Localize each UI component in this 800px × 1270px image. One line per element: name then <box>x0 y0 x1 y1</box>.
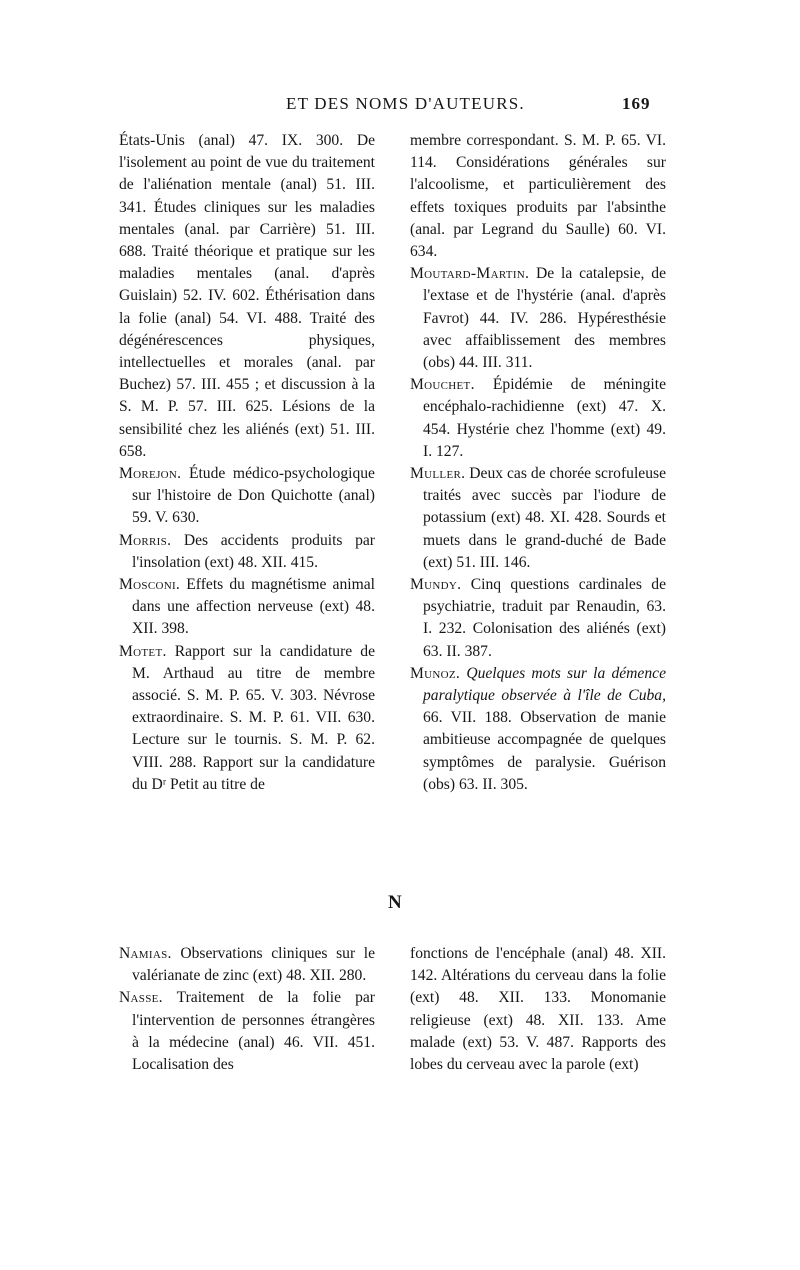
entry-text: Épidémie de méningite encéphalo-rachidienne (ext) 47. X. 454. Hystérie chez l'homme (ext) 49. I. 127. <box>423 376 666 460</box>
entry-author: Munoz. <box>410 664 461 682</box>
entry-author: Motet. <box>119 642 167 660</box>
index-entry <box>119 987 375 1076</box>
section-letter: N <box>388 892 402 913</box>
entry-text: 66. VII. 188. Observation de manie ambitieuse accompagnée de quelques symptômes de paralysie. Guérison (obs) 63. II. 305. <box>423 709 666 793</box>
entry-title-italic: Quelques mots sur la démence paralytique observée à l'île de Cuba, <box>423 664 666 705</box>
column-top-right <box>410 130 666 796</box>
entry-author: Mosconi. <box>119 576 181 594</box>
entry-author: Moutard-Martin. <box>410 265 530 283</box>
entry-text: fonctions de l'encéphale (anal) 48. XII. 142. Altérations du cerveau dans la folie (ext) 48. XII. 133. Monomanie religieuse (ext) 48. XII. 133. Ame malade (ext) 53. V. 487. Rapports des lobes du cerveau avec la parole (ext) <box>410 945 666 1074</box>
entry-text: États-Unis (anal) 47. IX. 300. De l'isolement au point de vue du traitement de l'aliénation mentale (anal) 51. III. 341. Études cliniques sur les maladies mentales (anal. par Carrière) 51. III. 688. Traité théorique et pratique sur les maladies mentales (anal. d'après Guislain) 52. IV. 602. Éthérisation dans la folie (anal) 54. VI. 488. Traité des dégénérescences physiques, intellectuelles et morales (anal. par Buchez) 57. III. 455 ; et discussion à la S. M. P. 57. III. 625. Lésions de la sensibilité chez les aliénés (ext) 51. III. 658. <box>119 132 375 460</box>
entry-author: Namias. <box>119 945 172 962</box>
index-entry <box>410 663 666 796</box>
entry-author: Mouchet. <box>410 376 475 394</box>
entry-text: Des accidents produits par l'insolation (ext) 48. XII. 415. <box>132 531 375 571</box>
index-entry <box>410 463 666 574</box>
column-top-left <box>119 130 375 796</box>
running-title: ET DES NOMS D'AUTEURS. <box>286 94 525 113</box>
entry-text: De la catalepsie, de l'extase et de l'hystérie (anal. d'après Favrot) 44. IV. 286. Hypéresthésie avec affaiblissement des membres (obs) 44. III. 311. <box>423 265 666 372</box>
entry-author: Mundy. <box>410 576 462 594</box>
column-bottom-left <box>119 943 375 1076</box>
index-entry <box>410 263 666 374</box>
entry-text: Observations cliniques sur le valérianate de zinc (ext) 48. XII. 280. <box>132 945 375 985</box>
entry-text: Étude médico-psychologique sur l'histoire de Don Quichotte (anal) 59. V. 630. <box>132 465 375 527</box>
index-entry <box>410 374 666 463</box>
entry-text: Traitement de la folie par l'intervention de personnes étrangères à la médecine (anal) 46. VII. 451. Localisation des <box>132 989 375 1074</box>
index-entry <box>119 463 375 530</box>
index-entry <box>410 943 666 1076</box>
index-entry <box>119 943 375 987</box>
column-bottom-right <box>410 943 666 1076</box>
page-header <box>0 94 800 118</box>
index-entry <box>119 130 375 463</box>
entry-text: Rapport sur la candidature de M. Arthaud au titre de membre associé. S. M. P. 65. V. 303. Névrose extraordinaire. S. M. P. 61. VII. 630. Lecture sur le tournis. S. M. P. 62. VIII. 288. Rapport sur la candidature du Dʳ Petit au titre de <box>132 642 376 793</box>
page-number: 169 <box>622 94 651 113</box>
entry-author: Muller. <box>410 465 466 483</box>
entry-author: Nasse. <box>119 989 163 1007</box>
entry-author: Morris. <box>119 531 172 549</box>
index-entry <box>119 530 375 574</box>
index-entry <box>410 574 666 663</box>
index-entry <box>119 574 375 641</box>
entry-text: Deux cas de chorée scrofuleuse traités avec succès par l'iodure de potassium (ext) 48. XI. 428. Sourds et muets dans le grand-duché de Bade (ext) 51. III. 146. <box>423 465 666 571</box>
entry-text: Cinq questions cardinales de psychiatrie, traduit par Renaudin, 63. I. 232. Colonisation des aliénés (ext) 63. II. 387. <box>423 576 666 660</box>
index-entry <box>410 130 666 263</box>
index-entry <box>119 641 375 796</box>
entry-text: Effets du magnétisme animal dans une affection nerveuse (ext) 48. XII. 398. <box>132 576 375 638</box>
entry-text: membre correspondant. S. M. P. 65. VI. 114. Considérations générales sur l'alcoolisme, et particulièrement des effets toxiques produits par l'absinthe (anal. par Legrand du Saulle) 60. VI. 634. <box>410 132 666 261</box>
entry-author: Morejon. <box>119 465 182 483</box>
